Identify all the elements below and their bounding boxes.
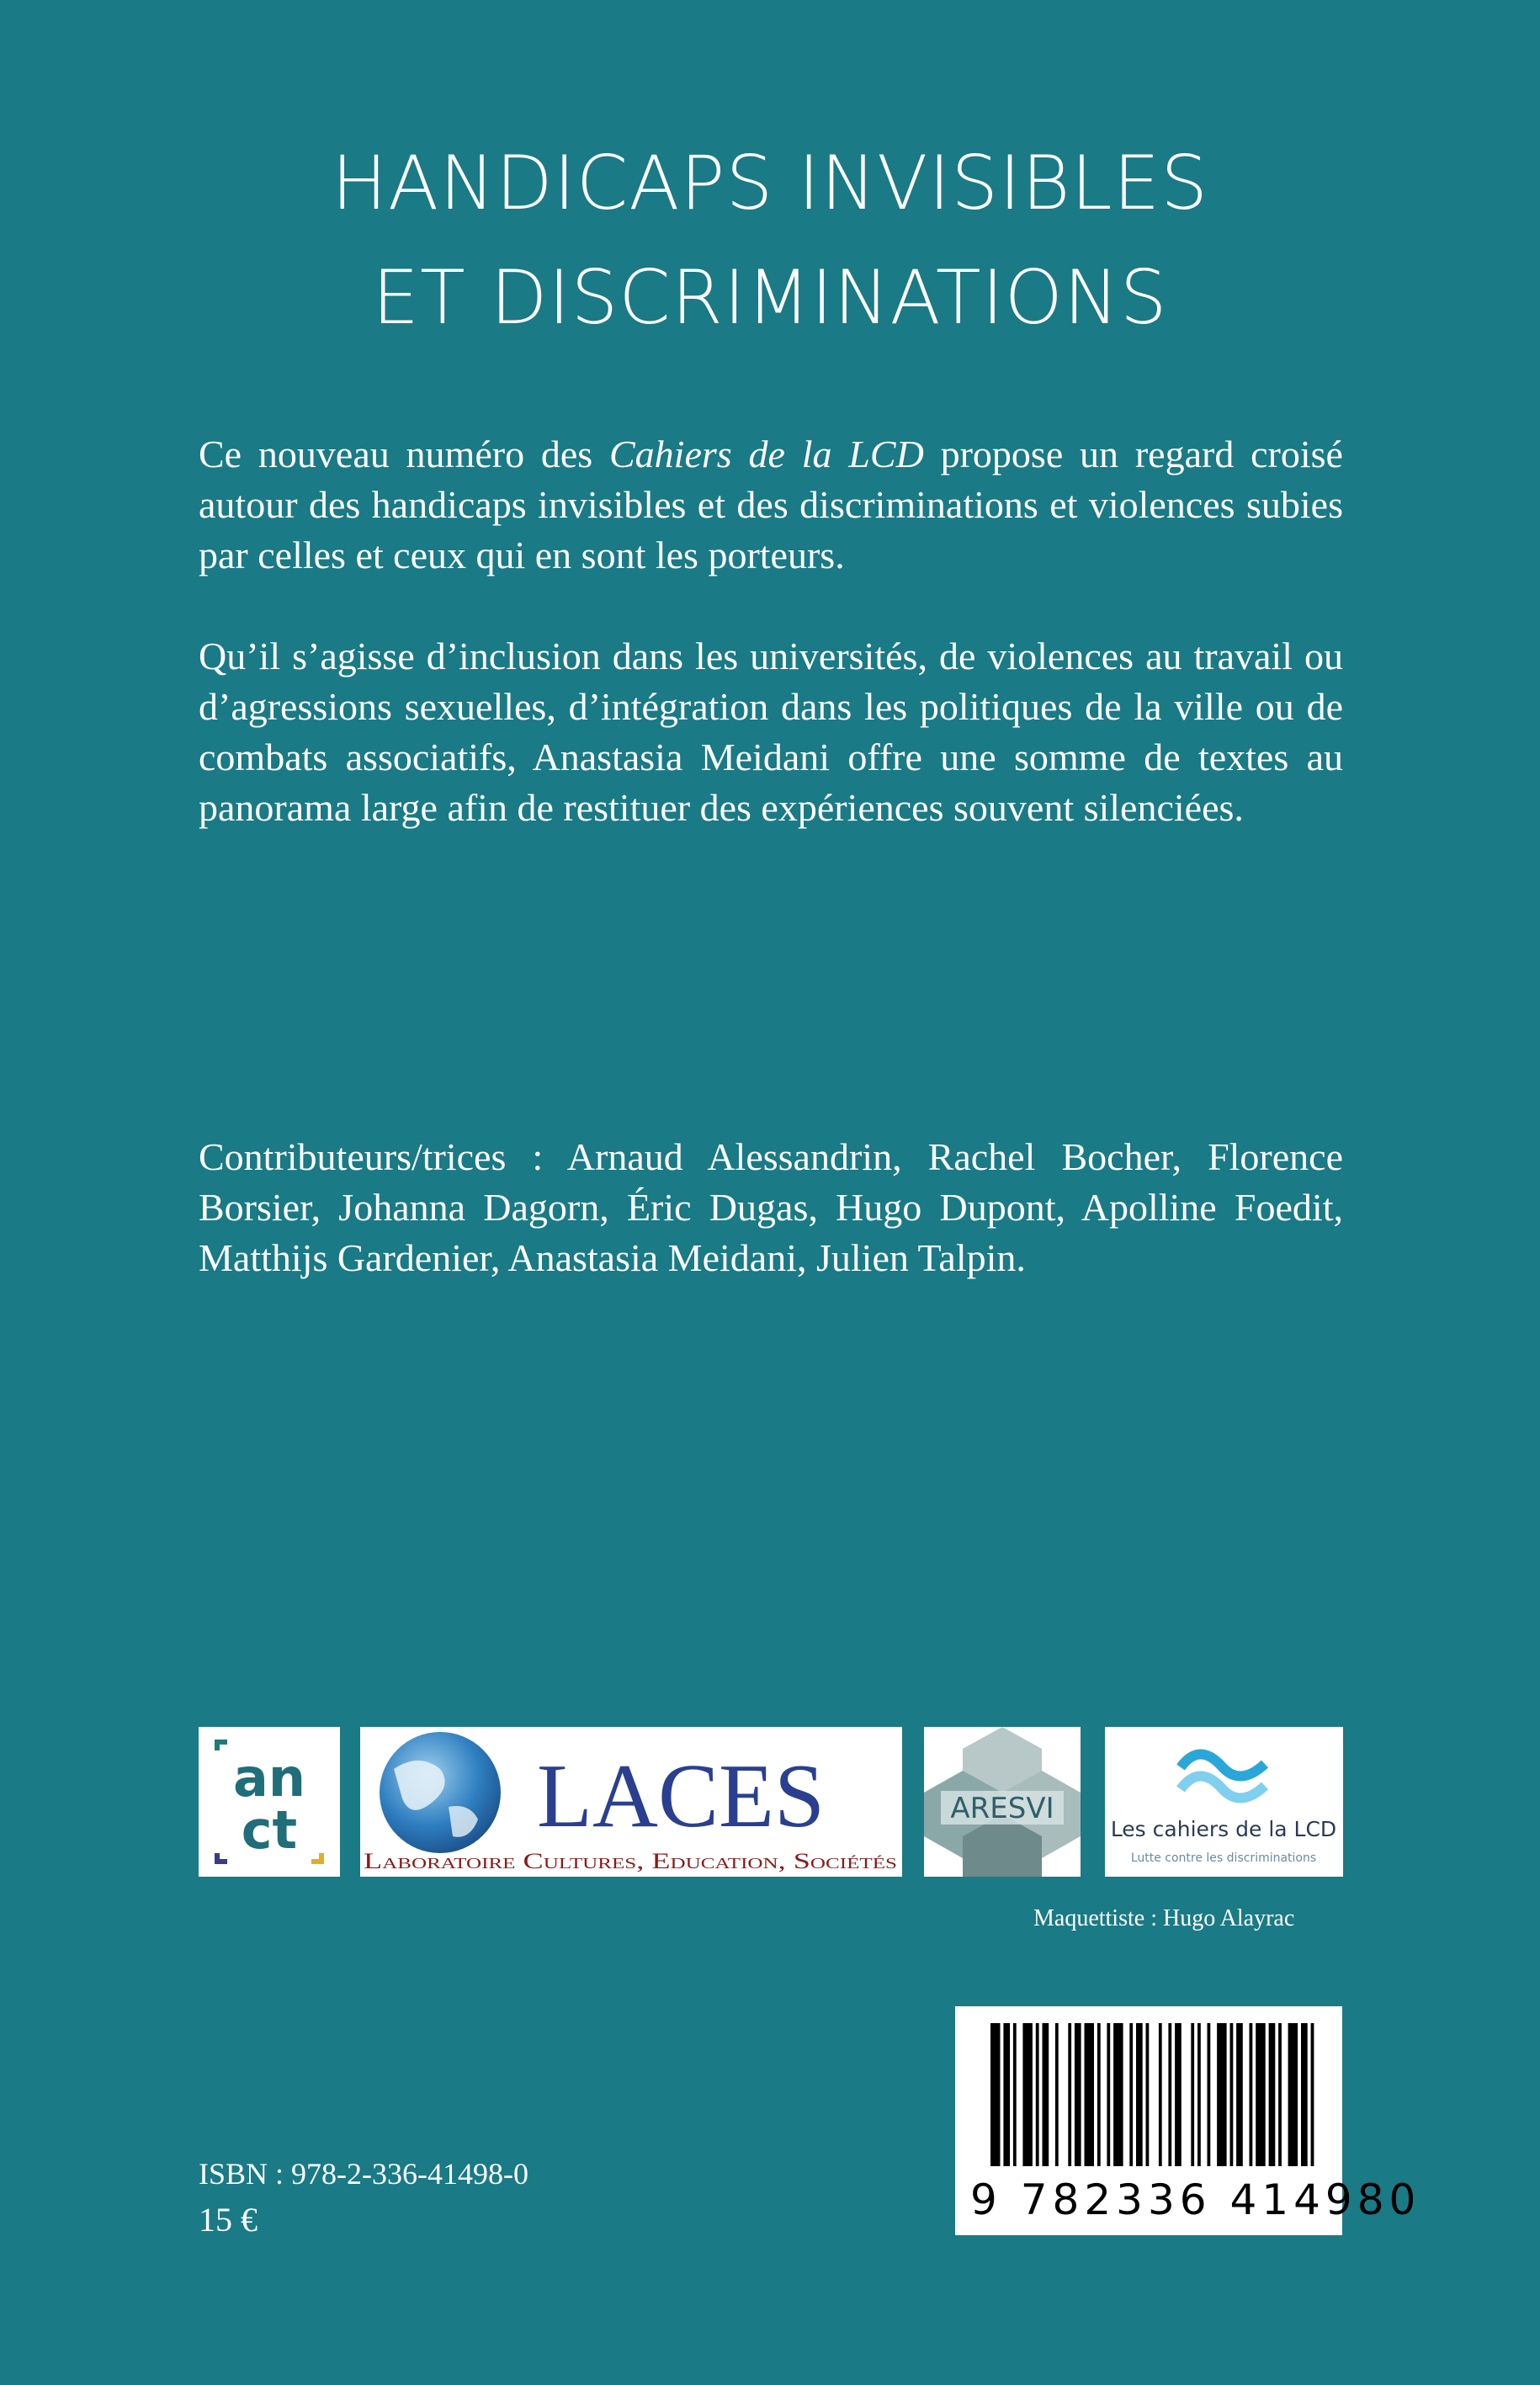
barcode-bars (955, 2006, 1342, 2175)
barcode-bar (1146, 2023, 1150, 2166)
laces-name: LACES (537, 1746, 826, 1846)
barcode-bar (1022, 2023, 1033, 2166)
barcode-bar (1036, 2023, 1039, 2166)
barcode-bar (1288, 2023, 1298, 2166)
title-line-2: ET DISCRIMINATIONS (372, 254, 1168, 341)
barcode-bar (1311, 2023, 1314, 2166)
maquettiste-credit: Maquettiste : Hugo Alayrac (1033, 1905, 1295, 1931)
barcode-bar (1068, 2023, 1071, 2166)
contributors-paragraph: Contributeurs/trices : Arnaud Alessandrin, Rachel Bocher, Florence Borsier, Johanna Dagorn, Éric Dugas, Hugo Dupont, Apolline Foedit, Matthijs Gardenier, Anastasia Meidani, Julien Talpin. (199, 1135, 1343, 1279)
lcd-logo (1105, 1727, 1343, 1877)
barcode-bar (1168, 2023, 1171, 2166)
barcode-bar (1256, 2023, 1266, 2166)
price-label: 15 € (199, 2201, 258, 2239)
barcode-bar (1107, 2023, 1110, 2166)
barcode-bar (1097, 2023, 1101, 2166)
barcode (955, 2006, 1421, 2235)
barcode-bar (1208, 2023, 1211, 2166)
barcode-bar (1013, 2023, 1017, 2166)
anct-text-top: an (233, 1747, 305, 1809)
laces-subtitle: Laboratoire Cultures, Education, Sociétés (364, 1849, 897, 1873)
barcode-bar (1175, 2023, 1182, 2166)
lcd-wave-icon (1181, 1754, 1265, 1798)
laces-logo (360, 1727, 902, 1877)
barcode-bar (1230, 2023, 1234, 2166)
summary-paragraph-2: Qu’il s’agisse d’inclusion dans les universités, de violences au travail ou d’agressions sexuelles, d’intégration dans les politiques de la ville ou de combats associatifs, Anastasia Meidani offre une somme de textes au panorama large afin de restituer des expériences souvent silenciées. (199, 635, 1343, 829)
isbn-label: ISBN : 978-2-336-41498-0 (199, 2157, 528, 2191)
barcode-bar (1055, 2023, 1059, 2166)
barcode-bar (1113, 2023, 1123, 2166)
book-title (0, 126, 1540, 355)
barcode-bar (1269, 2023, 1276, 2166)
barcode-bar (1043, 2023, 1049, 2166)
barcode-bar (1136, 2023, 1143, 2166)
barcode-bar (1085, 2023, 1095, 2166)
barcode-bar (1075, 2023, 1081, 2166)
anct-text-bottom: ct (241, 1799, 298, 1861)
barcode-bar (1217, 2023, 1227, 2166)
barcode-digits: 9 782336 414980 (970, 2175, 1421, 2224)
barcode-bar (990, 2023, 1001, 2166)
series-name: Cahiers de la LCD (609, 433, 924, 475)
barcode-bar (1191, 2023, 1194, 2166)
barcode-bar (1278, 2023, 1282, 2166)
title-line-1: HANDICAPS INVISIBLES (331, 140, 1209, 226)
summary-paragraph-1: Ce nouveau numéro des Cahiers de la LCD propose un regard croisé autour des handicaps invisibles et des discriminations et violences subies par celles et ceux qui en sont les porteurs. (199, 433, 1343, 576)
lcd-subtitle: Lutte contre les discriminations (1130, 1851, 1317, 1865)
barcode-bar (1197, 2023, 1201, 2166)
lcd-name: Les cahiers de la LCD (1110, 1817, 1337, 1841)
barcode-bar (1236, 2023, 1243, 2166)
aresvi-text: ARESVI (950, 1792, 1054, 1825)
aresvi-logo (924, 1727, 1081, 1877)
barcode-bar (1003, 2023, 1010, 2166)
barcode-bar (1129, 2023, 1133, 2166)
barcode-bar (1159, 2023, 1162, 2166)
anct-logo (199, 1727, 340, 1877)
barcode-bar (1301, 2023, 1308, 2166)
barcode-bar (1250, 2023, 1253, 2166)
